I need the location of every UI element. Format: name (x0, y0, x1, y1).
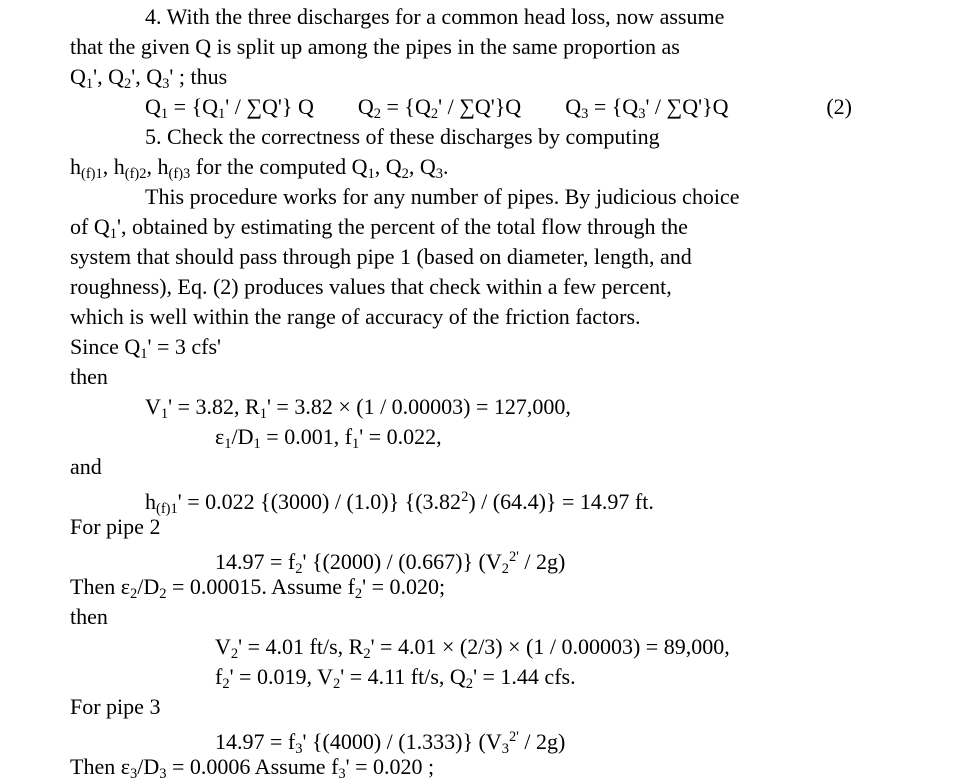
text-run: roughness), Eq. (2) produces values that check within a few percent, (70, 274, 672, 299)
text-run: . (443, 154, 449, 179)
equation-line (70, 92, 937, 122)
text-run: ' = 0.020 ; (345, 754, 435, 779)
subscript: 1 (85, 76, 94, 93)
text-line (70, 272, 937, 302)
subscript: 1 (367, 166, 375, 183)
subscript: 1 (253, 436, 261, 453)
text-run: ' / ∑Q'} Q (225, 94, 314, 119)
text-line (70, 362, 937, 392)
subscript: 1 (109, 226, 117, 243)
text-run: ' = 3.82, R (168, 394, 260, 419)
text-run: = 0.00015. Assume f (166, 574, 355, 599)
subscript: 2 (430, 106, 439, 123)
subscript: (f)1 (81, 166, 103, 183)
text-run: ' / ∑Q'}Q (438, 94, 522, 119)
subscript: 1 (352, 436, 360, 453)
text-run: then (70, 364, 108, 389)
text-run: /D (137, 754, 160, 779)
text-line (70, 332, 937, 362)
equation-line (70, 482, 937, 518)
text-run: ' {(4000) / (1.333)} (V (302, 728, 502, 754)
text-run: ' = 0.019, V (229, 664, 333, 689)
text-line (70, 122, 937, 152)
text-run: ' = 1.44 cfs. (473, 664, 576, 689)
text-line (70, 692, 937, 722)
subscript: 1 (259, 406, 267, 423)
subscript: 2 (222, 676, 230, 693)
equation-line (70, 542, 937, 578)
text-run: ', obtained by estimating the percent of the total flow through the (116, 214, 688, 239)
superscript: 2' (508, 549, 519, 565)
text-run: ε (215, 424, 225, 449)
subscript: 2 (401, 166, 409, 183)
text-run: ' / ∑Q'}Q (645, 94, 729, 119)
equation-line (70, 632, 937, 662)
subscript: 2 (230, 646, 239, 663)
text-run: = {Q (168, 94, 219, 119)
text-run: which is well within the range of accuracy of the friction factors. (70, 304, 641, 329)
subscript: 2 (373, 106, 381, 123)
text-run: ) / (64.4)} = 14.97 ft. (468, 488, 654, 514)
text-run: h (145, 488, 156, 514)
equation-line (70, 422, 937, 452)
text-run: = {Q (381, 94, 431, 119)
subscript: 1 (160, 106, 169, 123)
text-run: h (70, 154, 81, 179)
text-run: Q (357, 94, 374, 119)
subscript: 1 (224, 436, 232, 453)
text-run: ' = 4.01 × (2/3) × (1 / 0.00003) = 89,000, (370, 634, 730, 659)
subscript: 3 (581, 106, 589, 123)
text-run: = 0.001, f (260, 424, 353, 449)
equation-number: (2) (826, 94, 852, 119)
subscript: 1 (160, 406, 169, 423)
text-run: ' = 0.022, (359, 424, 442, 449)
text-run: Since Q (70, 334, 141, 359)
subscript: 3 (638, 106, 646, 123)
text-run: ', Q (131, 64, 163, 89)
text-line (70, 302, 937, 332)
text-run: that the given Q is split up among the pipes in the same proportion as (70, 34, 680, 59)
subscript: 2 (501, 561, 509, 578)
text-run: system that should pass through pipe 1 (based on diameter, length, and (70, 244, 692, 269)
text-run: Q (145, 94, 161, 119)
text-run: Then ε (70, 754, 130, 779)
subscript: 3 (295, 741, 303, 758)
text-run: ', Q (93, 64, 125, 89)
text-run: Q (565, 94, 582, 119)
text-run: 5. Check the correctness of these discharges by computing (145, 124, 660, 149)
subscript: 2 (332, 676, 341, 693)
text-run: then (70, 604, 108, 629)
text-run: 4. With the three discharges for a common head loss, now assume (145, 4, 725, 29)
text-run: ' ; thus (169, 64, 228, 89)
equation-line (70, 392, 937, 422)
text-line (70, 62, 937, 92)
subscript: (f)2 (124, 166, 147, 183)
superscript: 2' (508, 729, 519, 745)
subscript: 3 (338, 766, 346, 782)
subscript: 3 (435, 166, 444, 183)
text-run: V (145, 394, 161, 419)
equation-line (70, 722, 937, 758)
text-run: = 0.0006 Assume f (166, 754, 339, 779)
subscript: 1 (218, 106, 226, 123)
text-run: ' = 0.022 {(3000) / (1.0)} {(3.82 (177, 488, 462, 514)
subscript: 2 (124, 76, 132, 93)
text-run: /D (231, 424, 254, 449)
text-line (70, 2, 937, 32)
text-run: ' = 3.82 × (1 / 0.00003) = 127,000, (266, 394, 571, 419)
text-run: and (70, 454, 102, 479)
subscript: 3 (501, 741, 509, 758)
text-run: / 2g) (518, 548, 566, 574)
text-run: ' = 0.020; (362, 574, 446, 599)
text-line (70, 152, 937, 182)
text-run: ' {(2000) / (0.667)} (V (302, 548, 502, 574)
subscript: 2 (129, 586, 138, 603)
text-run: ' = 4.11 ft/s, Q (340, 664, 466, 689)
text-line (70, 32, 937, 62)
subscript: (f)3 (168, 166, 191, 183)
text-run: ' = 3 cfs' (147, 334, 222, 359)
subscript: (f)1 (156, 501, 178, 518)
subscript: 2 (465, 676, 474, 693)
text-run: This procedure works for any number of pipes. By judicious choice (145, 184, 740, 209)
text-run: ' = 4.01 ft/s, R (238, 634, 364, 659)
subscript: 2 (159, 586, 167, 603)
subscript: 3 (162, 76, 170, 93)
subscript: 3 (159, 766, 167, 782)
subscript: 3 (129, 766, 138, 782)
text-line (70, 242, 937, 272)
superscript: 2 (461, 489, 469, 505)
text-run: , Q (408, 154, 436, 179)
text-run: Then ε (70, 574, 130, 599)
subscript: 2 (295, 561, 303, 578)
subscript: 1 (140, 346, 148, 363)
subscript: 2 (354, 586, 363, 603)
text-run: f (215, 664, 223, 689)
text-line (70, 182, 937, 212)
text-run: /D (137, 574, 160, 599)
document-text (70, 2, 937, 782)
text-run: = {Q (588, 94, 639, 119)
text-run: , h (146, 154, 169, 179)
text-run: for the computed Q (190, 154, 368, 179)
text-run: , h (102, 154, 125, 179)
text-line (70, 602, 937, 632)
text-run: For pipe 3 (70, 694, 161, 719)
text-run: Q (70, 64, 86, 89)
text-run: 14.97 = f (215, 728, 296, 754)
text-run: 14.97 = f (215, 548, 296, 574)
text-run: of Q (70, 214, 110, 239)
text-line (70, 452, 937, 482)
text-run: For pipe 2 (70, 514, 161, 539)
text-run: , Q (374, 154, 402, 179)
text-line (70, 512, 937, 542)
text-run: / 2g) (518, 728, 566, 754)
text-line (70, 212, 937, 242)
subscript: 2 (363, 646, 371, 663)
equation-line (70, 662, 937, 692)
text-run: V (215, 634, 231, 659)
